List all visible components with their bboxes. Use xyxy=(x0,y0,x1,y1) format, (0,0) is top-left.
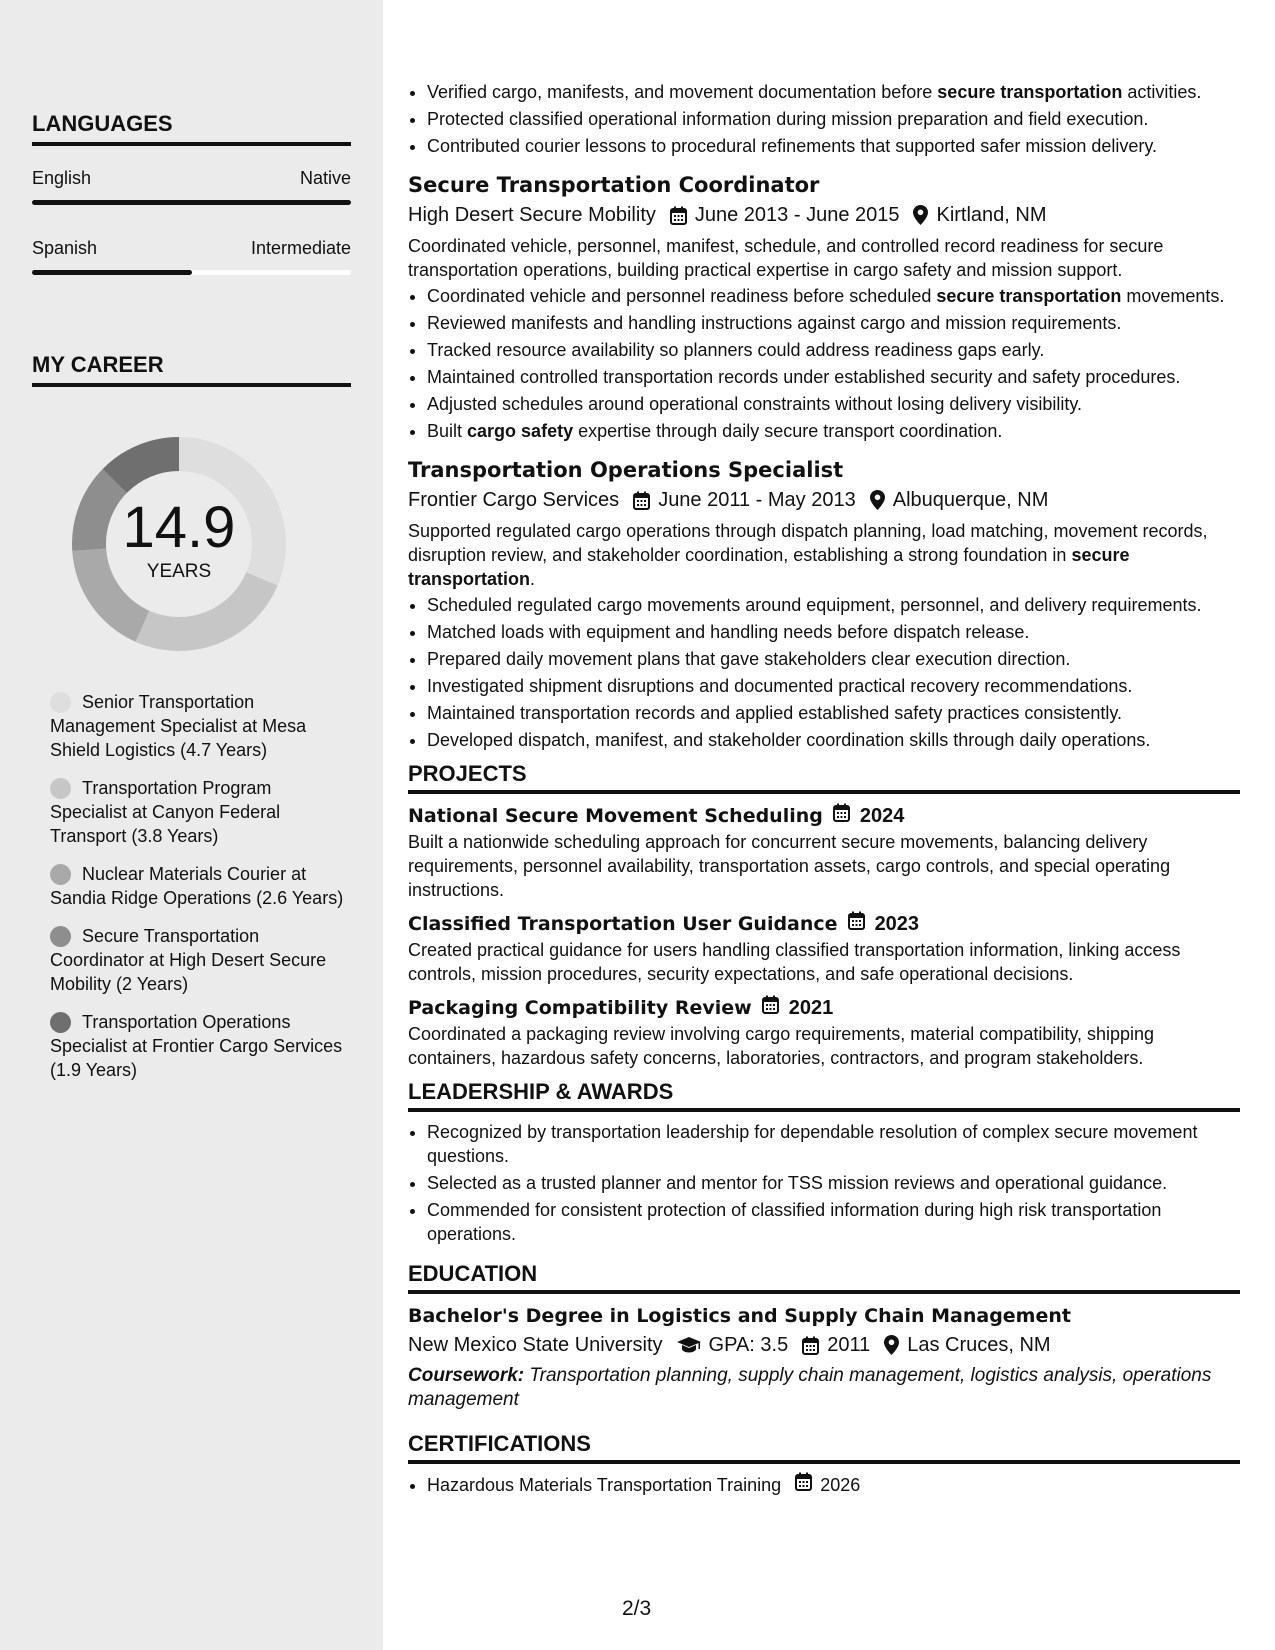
leadership-heading: LEADERSHIP & AWARDS xyxy=(408,1080,1240,1112)
bullet-item: • Tracked resource availability so planners could address readiness gaps early. xyxy=(427,338,1240,362)
bullet-item: • Contributed courier lessons to procedural refinements that supported safer mission delivery. xyxy=(427,134,1240,158)
career-legend-item xyxy=(50,1010,350,1082)
language-level: Intermediate xyxy=(250,238,351,258)
career-heading: MY CAREER xyxy=(32,352,351,387)
bullet-item: • Protected classified operational information during mission preparation and field execution. xyxy=(427,107,1240,131)
legend-dot xyxy=(50,1012,71,1033)
calendar-icon xyxy=(670,206,687,225)
school-name: New Mexico State University xyxy=(408,1334,663,1356)
certification-name: • Hazardous Materials Transportation Training xyxy=(427,1474,782,1495)
career-donut-chart xyxy=(66,431,292,657)
bullet-item: • Coordinated vehicle and personnel readiness before scheduled secure transportation movements. xyxy=(427,284,1240,308)
coursework: Coursework: Transportation planning, supply chain management, logistics analysis, operations management xyxy=(408,1365,1212,1410)
bullet-item: • Recognized by transportation leadership for dependable resolution of complex secure movement questions. xyxy=(427,1120,1240,1168)
legend-dot xyxy=(50,778,71,799)
project-description: Created practical guidance for users handling classified transportation information, linking access controls, mission procedures, security expectations, and safe operational decisions. xyxy=(408,940,1181,984)
education-meta xyxy=(408,1330,1240,1360)
project-year: 2021 xyxy=(788,997,834,1019)
bullet-item: • Selected as a trusted planner and mentor for TSS mission reviews and operational guidance. xyxy=(427,1171,1240,1195)
language-proficiency-fill xyxy=(32,270,192,275)
legend-dot xyxy=(50,864,71,885)
language-name: Spanish xyxy=(32,238,98,258)
gpa: GPA: 3.5 xyxy=(708,1334,789,1356)
legend-text: Nuclear Materials Courier at Sandia Ridge Operations (2.6 Years) xyxy=(50,864,344,908)
project-title-row xyxy=(408,802,1240,830)
job-summary: Supported regulated cargo operations through dispatch planning, load matching, movement records, disruption review, and stakeholder coordination, establishing a strong foundation in secure transportation. xyxy=(408,521,1208,589)
project-year: 2023 xyxy=(874,913,920,935)
career-legend-item xyxy=(50,862,350,910)
company-name: High Desert Secure Mobility xyxy=(408,204,656,226)
total-years-label: YEARS xyxy=(146,561,212,582)
job-dates: June 2011 - May 2013 xyxy=(658,489,856,511)
job-location: Albuquerque, NM xyxy=(892,489,1049,511)
career-legend-item xyxy=(50,924,350,996)
language-level: Native xyxy=(299,168,351,188)
project-title: Packaging Compatibility Review xyxy=(408,997,752,1019)
education-heading: EDUCATION xyxy=(408,1262,1240,1294)
degree-title: Bachelor's Degree in Logistics and Supply Chain Management xyxy=(408,1305,1071,1327)
bullet-item: • Prepared daily movement plans that gave stakeholders clear execution direction. xyxy=(427,647,1240,671)
leadership-bullets xyxy=(408,1120,1240,1246)
job-dates: June 2013 - June 2015 xyxy=(694,204,900,226)
location-pin-icon xyxy=(884,1335,899,1355)
bullet-item: • Developed dispatch, manifest, and stakeholder coordination skills through daily operations. xyxy=(427,728,1240,752)
calendar-icon xyxy=(802,1336,819,1355)
career-legend-item xyxy=(50,690,350,762)
bullet-item: • Adjusted schedules around operational constraints without losing delivery visibility. xyxy=(427,392,1240,416)
legend-text: Secure Transportation Coordinator at High Desert Secure Mobility (2 Years) xyxy=(50,926,327,994)
bullet-item: • Reviewed manifests and handling instructions against cargo and mission requirements. xyxy=(427,311,1240,335)
certification-item xyxy=(427,1472,1240,1497)
job-title: Transportation Operations Specialist xyxy=(408,458,844,482)
certification-list xyxy=(408,1472,1240,1497)
graduation-cap-icon xyxy=(677,1336,701,1354)
languages-heading: LANGUAGES xyxy=(32,111,351,146)
school-location: Las Cruces, NM xyxy=(907,1334,1051,1356)
project-title-row xyxy=(408,910,1240,938)
bullet-item: • Commended for consistent protection of classified information during high risk transportation operations. xyxy=(427,1198,1240,1246)
job-meta xyxy=(408,200,1240,230)
donut-center xyxy=(66,431,292,657)
project-title: National Secure Movement Scheduling xyxy=(408,805,823,827)
bullet-item: • Investigated shipment disruptions and documented practical recovery recommendations. xyxy=(427,674,1240,698)
bullet-item: • Verified cargo, manifests, and movement documentation before secure transportation activities. xyxy=(427,80,1240,104)
intro-bullets xyxy=(408,80,1240,158)
location-pin-icon xyxy=(870,490,885,510)
language-row xyxy=(32,238,351,259)
bullet-item: • Built cargo safety expertise through daily secure transport coordination. xyxy=(427,419,1240,443)
calendar-icon xyxy=(633,491,650,510)
career-legend xyxy=(50,690,350,1096)
bullet-item: • Matched loads with equipment and handling needs before dispatch release. xyxy=(427,620,1240,644)
legend-dot xyxy=(50,692,71,713)
bullet-item: • Maintained controlled transportation records under established security and safety procedures. xyxy=(427,365,1240,389)
project-title: Classified Transportation User Guidance xyxy=(408,913,838,935)
projects-heading: PROJECTS xyxy=(408,762,1240,794)
legend-text: Senior Transportation Management Specialist at Mesa Shield Logistics (4.7 Years) xyxy=(50,692,307,760)
bullet-item: • Scheduled regulated cargo movements around equipment, personnel, and delivery requirements. xyxy=(427,593,1240,617)
main-content xyxy=(408,80,1240,1500)
job-meta xyxy=(408,485,1240,515)
language-proficiency-bar xyxy=(32,200,351,205)
sidebar xyxy=(0,0,383,1650)
bullet-item: • Maintained transportation records and applied established safety practices consistently. xyxy=(427,701,1240,725)
certifications-heading: CERTIFICATIONS xyxy=(408,1432,1240,1464)
job-bullets xyxy=(408,593,1240,752)
legend-dot xyxy=(50,926,71,947)
location-pin-icon xyxy=(913,205,928,225)
calendar-icon xyxy=(833,802,850,830)
job-title: Secure Transportation Coordinator xyxy=(408,173,820,197)
certification-year: 2026 xyxy=(820,1474,861,1495)
project-description: Coordinated a packaging review involving cargo requirements, material compatibility, shipping containers, hazardous safety concerns, laboratories, contractors, and program stakeholders. xyxy=(408,1024,1155,1068)
language-proficiency-bar xyxy=(32,270,351,275)
language-name: English xyxy=(32,168,92,188)
calendar-icon xyxy=(848,910,865,938)
project-description: Built a nationwide scheduling approach for concurrent secure movements, balancing delivery requirements, personnel availability, transportation assets, cargo controls, and special operating instructions. xyxy=(408,832,1171,900)
job-summary: Coordinated vehicle, personnel, manifest, schedule, and controlled record readiness for secure transportation operations, building practical expertise in cargo safety and mission support. xyxy=(408,236,1164,280)
project-title-row xyxy=(408,994,1240,1022)
calendar-icon xyxy=(762,994,779,1022)
company-name: Frontier Cargo Services xyxy=(408,489,620,511)
graduation-year: 2011 xyxy=(827,1334,871,1356)
job-location: Kirtland, NM xyxy=(936,204,1047,226)
page-number: 2/3 xyxy=(622,1597,652,1620)
language-row xyxy=(32,168,351,189)
career-legend-item xyxy=(50,776,350,848)
calendar-icon xyxy=(795,1472,812,1497)
project-year: 2024 xyxy=(859,805,905,827)
legend-text: Transportation Program Specialist at Canyon Federal Transport (3.8 Years) xyxy=(50,778,281,846)
language-proficiency-fill xyxy=(32,200,351,205)
legend-text: Transportation Operations Specialist at Frontier Cargo Services (1.9 Years) xyxy=(50,1012,343,1080)
job-bullets xyxy=(408,284,1240,443)
total-years-value: 14.9 xyxy=(122,495,236,560)
